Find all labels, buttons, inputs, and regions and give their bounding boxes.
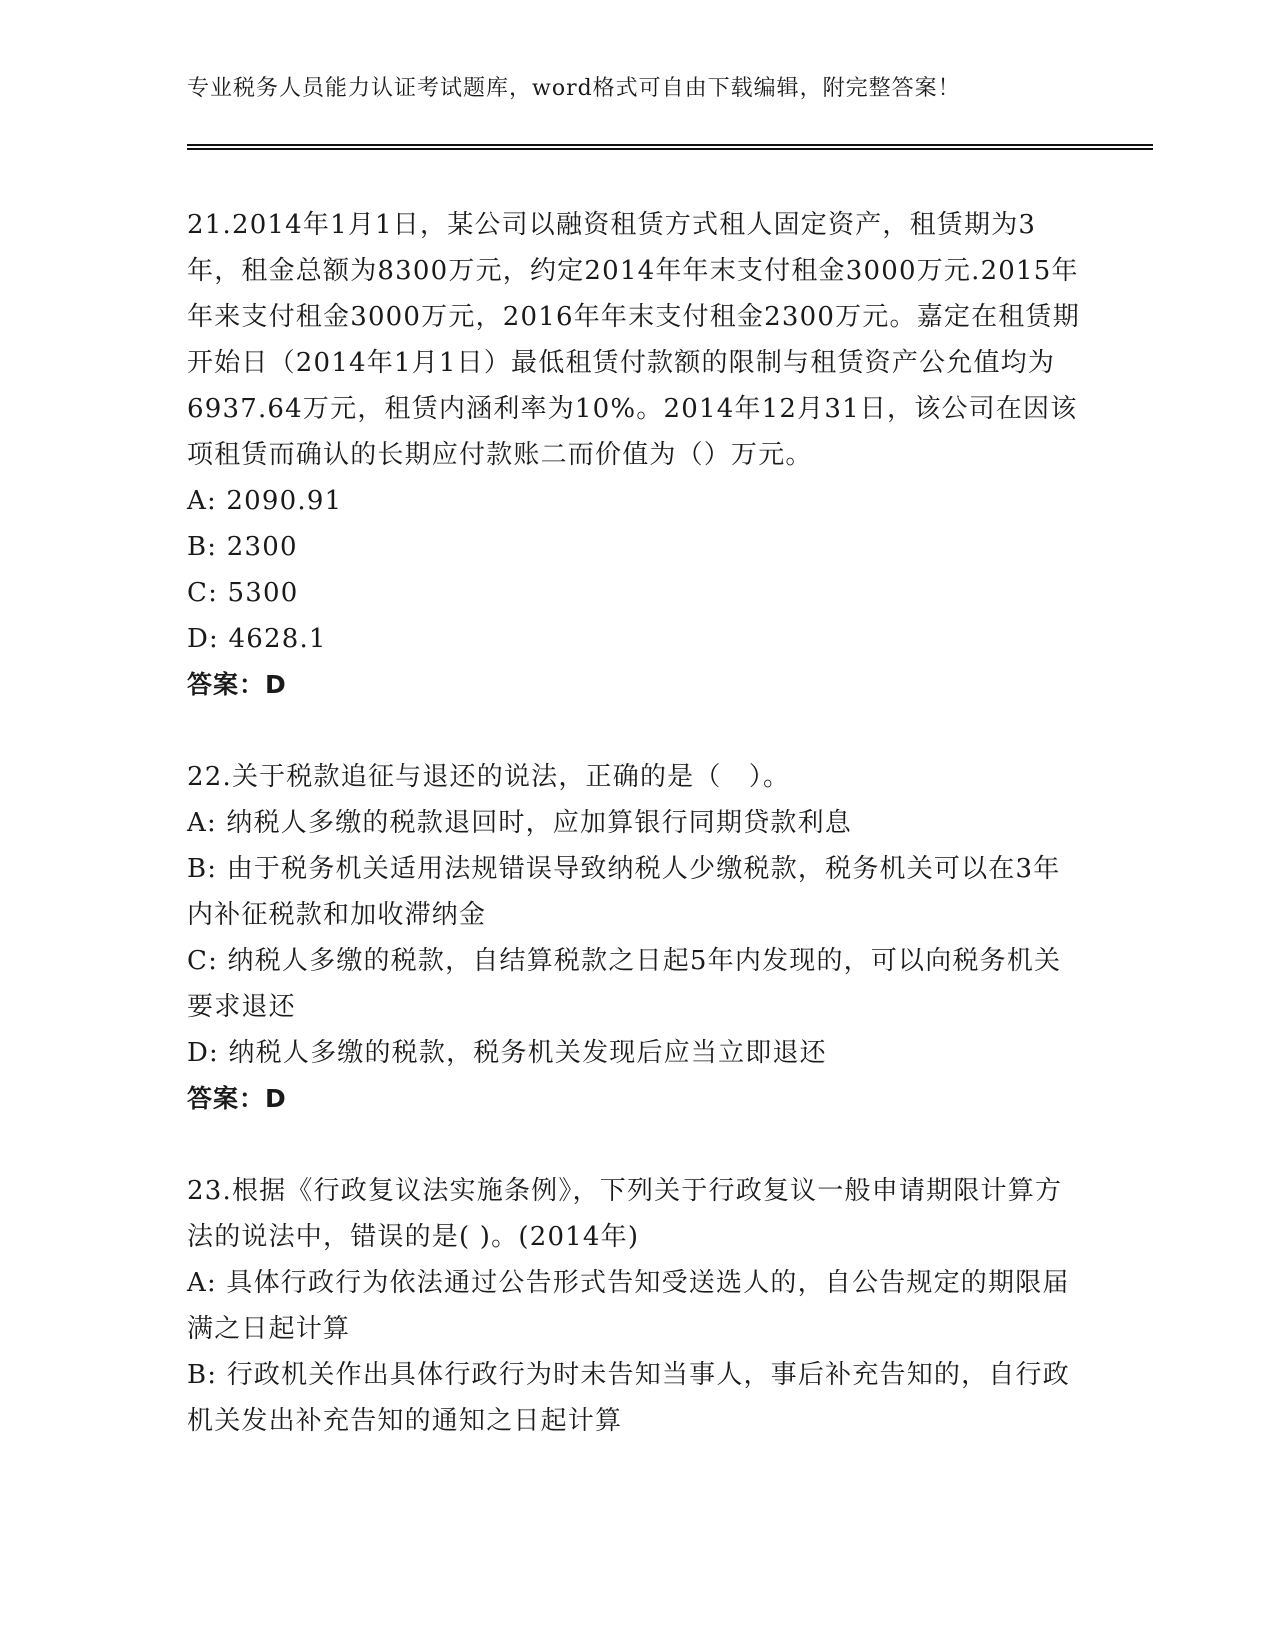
question-text: 21.2014年1月1日，某公司以融资租赁方式租人固定资产，租赁期为3年，租金总额为8300万元，约定2014年年末支付租金3000万元.2015年年来支付租金3000万元，2016年年末支付租金2300万元。嘉定在租赁期开始日（2014年1月1日）最低租赁付款额的限制与租赁资产公允值均为6937.64万元，租赁内涵利率为10%。2014年12月31日，该公司在因该项租赁而确认的长期应付款账二而价值为（）万元。	[187, 210, 1080, 470]
option-b: B: 由于税务机关适用法规错误导致纳税人少缴税款，税务机关可以在3年内补征税款和加收滞纳金	[187, 854, 1061, 930]
question-spacer	[187, 1122, 1087, 1168]
option-d: D: 纳税人多缴的税款，税务机关发现后应当立即退还	[187, 1038, 827, 1068]
question-text: 22.关于税款追征与退还的说法，正确的是（ ）。	[187, 762, 791, 792]
option-c: C: 5300	[187, 578, 299, 608]
question-21	[187, 202, 1087, 708]
option-a: A: 具体行政行为依法通过公告形式告知受送选人的，自公告规定的期限届满之日起计算	[187, 1268, 1070, 1344]
document-body	[187, 202, 1087, 1444]
document-header: 专业税务人员能力认证考试题库，word格式可自由下载编辑，附完整答案！	[187, 76, 961, 101]
header-double-rule	[187, 144, 1153, 150]
question-spacer	[187, 708, 1087, 754]
question-text: 23.根据《行政复议法实施条例》，下列关于行政复议一般申请期限计算方法的说法中，错误的是( )。(2014年)	[187, 1176, 1063, 1252]
option-a: A: 2090.91	[187, 486, 343, 516]
option-b: B: 行政机关作出具体行政行为时未告知当事人，事后补充告知的，自行政机关发出补充告知的通知之日起计算	[187, 1360, 1070, 1436]
option-b: B: 2300	[187, 532, 298, 562]
question-22	[187, 754, 1087, 1122]
option-c: C: 纳税人多缴的税款，自结算税款之日起5年内发现的，可以向税务机关要求退还	[187, 946, 1062, 1022]
answer-line: 答案：D	[187, 1084, 287, 1113]
option-d: D: 4628.1	[187, 624, 327, 654]
option-a: A: 纳税人多缴的税款退回时，应加算银行同期贷款利息	[187, 808, 853, 838]
answer-line: 答案：D	[187, 670, 287, 699]
question-23	[187, 1168, 1087, 1444]
